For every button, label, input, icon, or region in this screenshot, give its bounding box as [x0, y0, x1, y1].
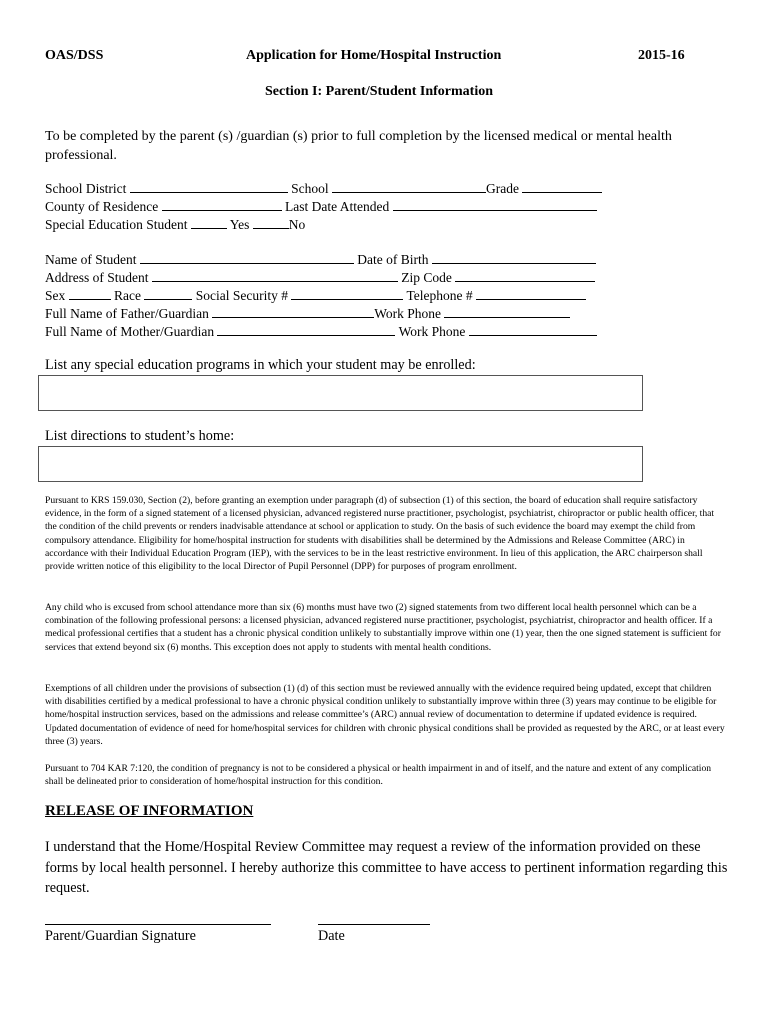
field-row-school [45, 180, 602, 197]
sex-field[interactable] [69, 287, 111, 300]
telephone-label: Telephone # [406, 288, 473, 303]
signature-label: Parent/Guardian Signature [45, 928, 196, 944]
field-row-demographics [45, 287, 586, 304]
section-title: Section I: Parent/Student Information [265, 84, 494, 99]
programs-input-box[interactable] [38, 375, 643, 411]
address-label: Address of Student [45, 270, 149, 285]
mother-field[interactable] [217, 323, 395, 336]
race-label: Race [114, 288, 141, 303]
grade-field[interactable] [522, 180, 602, 193]
sped-no-field[interactable] [253, 216, 289, 229]
sped-label: Special Education Student [45, 217, 188, 232]
county-label: County of Residence [45, 199, 159, 214]
mother-label: Full Name of Mother/Guardian [45, 324, 215, 339]
grade-label: Grade [486, 181, 519, 196]
work-phone-field-1[interactable] [444, 305, 570, 318]
student-name-field[interactable] [140, 251, 354, 264]
field-row-county [45, 198, 597, 215]
field-row-name [45, 251, 596, 268]
yes-label: Yes [229, 217, 250, 232]
date-label: Date [318, 928, 345, 944]
legal-paragraph-3: Exemptions of all children under the provisions of subsection (1) (d) of this section must be reviewed annually with the evidence required being updated, except that children with disabilities certified by a medical professional to have a chronic physical condition unlikely to substantially improve within three (3) years may continue to be eligible for home/hospital instruction services, based on the admissions and release committee’s (ARC) annual review of documentation to determine if updated evidence is required. Updated documentation of evidence of need for home/hospital services for children with chronic physical conditions shall be provided as requested by the ARC, or at least every three (3) years. [45, 683, 725, 747]
dob-field[interactable] [432, 251, 596, 264]
ssn-label: Social Security # [195, 288, 288, 303]
school-field[interactable] [332, 180, 486, 193]
ssn-field[interactable] [291, 287, 403, 300]
student-name-label: Name of Student [45, 252, 137, 267]
school-label: School [291, 181, 329, 196]
county-field[interactable] [162, 198, 282, 211]
dob-label: Date of Birth [357, 252, 429, 267]
last-date-field[interactable] [393, 198, 597, 211]
school-district-label: School District [45, 181, 127, 196]
org-label: OAS/DSS [45, 48, 104, 63]
sex-label: Sex [45, 288, 66, 303]
field-row-mother [45, 323, 597, 340]
field-row-address [45, 269, 595, 286]
directions-label: List directions to student’s home: [45, 428, 235, 444]
work-phone-label-2: Work Phone [398, 324, 466, 339]
field-row-father [45, 305, 570, 322]
programs-label: List any special education programs in which your student may be enrolled: [45, 357, 476, 373]
father-field[interactable] [212, 305, 374, 318]
telephone-field[interactable] [476, 287, 586, 300]
no-label: No [288, 217, 306, 232]
sped-yes-field[interactable] [191, 216, 227, 229]
work-phone-field-2[interactable] [469, 323, 597, 336]
race-field[interactable] [144, 287, 192, 300]
address-field[interactable] [152, 269, 398, 282]
release-title: RELEASE OF INFORMATION [45, 803, 254, 819]
field-row-sped [45, 216, 305, 233]
legal-paragraph-4: Pursuant to 704 KAR 7:120, the condition of pregnancy is not to be considered a physical or health impairment in and of itself, and the nature and extent of any complication shall be delineated prior to consideration of home/hospital instruction for this condition. [45, 763, 712, 788]
directions-input-box[interactable] [38, 446, 643, 482]
legal-paragraph-2: Any child who is excused from school attendance more than six (6) months must have two (2) signed statements from two different local health personnel which can be a combination of the following professional persons: a licensed physician, advanced registered nurse practitioner, psychologist, psychiatrist, chiropractor and health officer. If a medical professional certifies that a student has a chronic physical condition unlikely to substantially improve within one (1) year, then the one signed statement is sufficient for services that extend beyond six (6) months. This exception does not apply to students with mental health conditions. [45, 602, 721, 653]
father-label: Full Name of Father/Guardian [45, 306, 209, 321]
last-date-label: Last Date Attended [284, 199, 390, 214]
school-year: 2015-16 [638, 48, 685, 63]
intro-text: To be completed by the parent (s) /guardian (s) prior to full completion by the licensed medical or mental health professional. [45, 129, 672, 163]
zip-label: Zip Code [401, 270, 452, 285]
form-title: Application for Home/Hospital Instruction [246, 48, 502, 63]
legal-paragraph-1: Pursuant to KRS 159.030, Section (2), before granting an exemption under paragraph (d) of subsection (1) of this section, the board of education shall require satisfactory evidence, in the form of a signed statement of a licensed physician, advanced registered nurse practitioner, psychologist, psychiatrist, chiropractor or public health officer, that the condition of the child prevents or renders inadvisable attendance at school or application to study. On the basis of such evidence the board may exempt the child from compulsory attendance. Eligibility for home/hospital instruction for students with disabilities shall be determined by the Admissions and Release Committee (ARC) in accordance with their Individual Education Program (IEP), with the services to be in the least restrictive environment. In lieu of this application, the ARC chairperson shall provide written notice of this eligibility to the local Director of Pupil Personnel (DPP) for purposes of program enrollment. [45, 495, 715, 573]
date-line[interactable] [318, 924, 430, 925]
school-district-field[interactable] [130, 180, 288, 193]
signature-line[interactable] [45, 924, 271, 925]
work-phone-label-1: Work Phone [374, 306, 442, 321]
release-text: I understand that the Home/Hospital Review Committee may request a review of the information provided on these forms by local health personnel. I hereby authorize this committee to have access to pertinent information regarding this request. [45, 839, 728, 896]
zip-field[interactable] [455, 269, 595, 282]
